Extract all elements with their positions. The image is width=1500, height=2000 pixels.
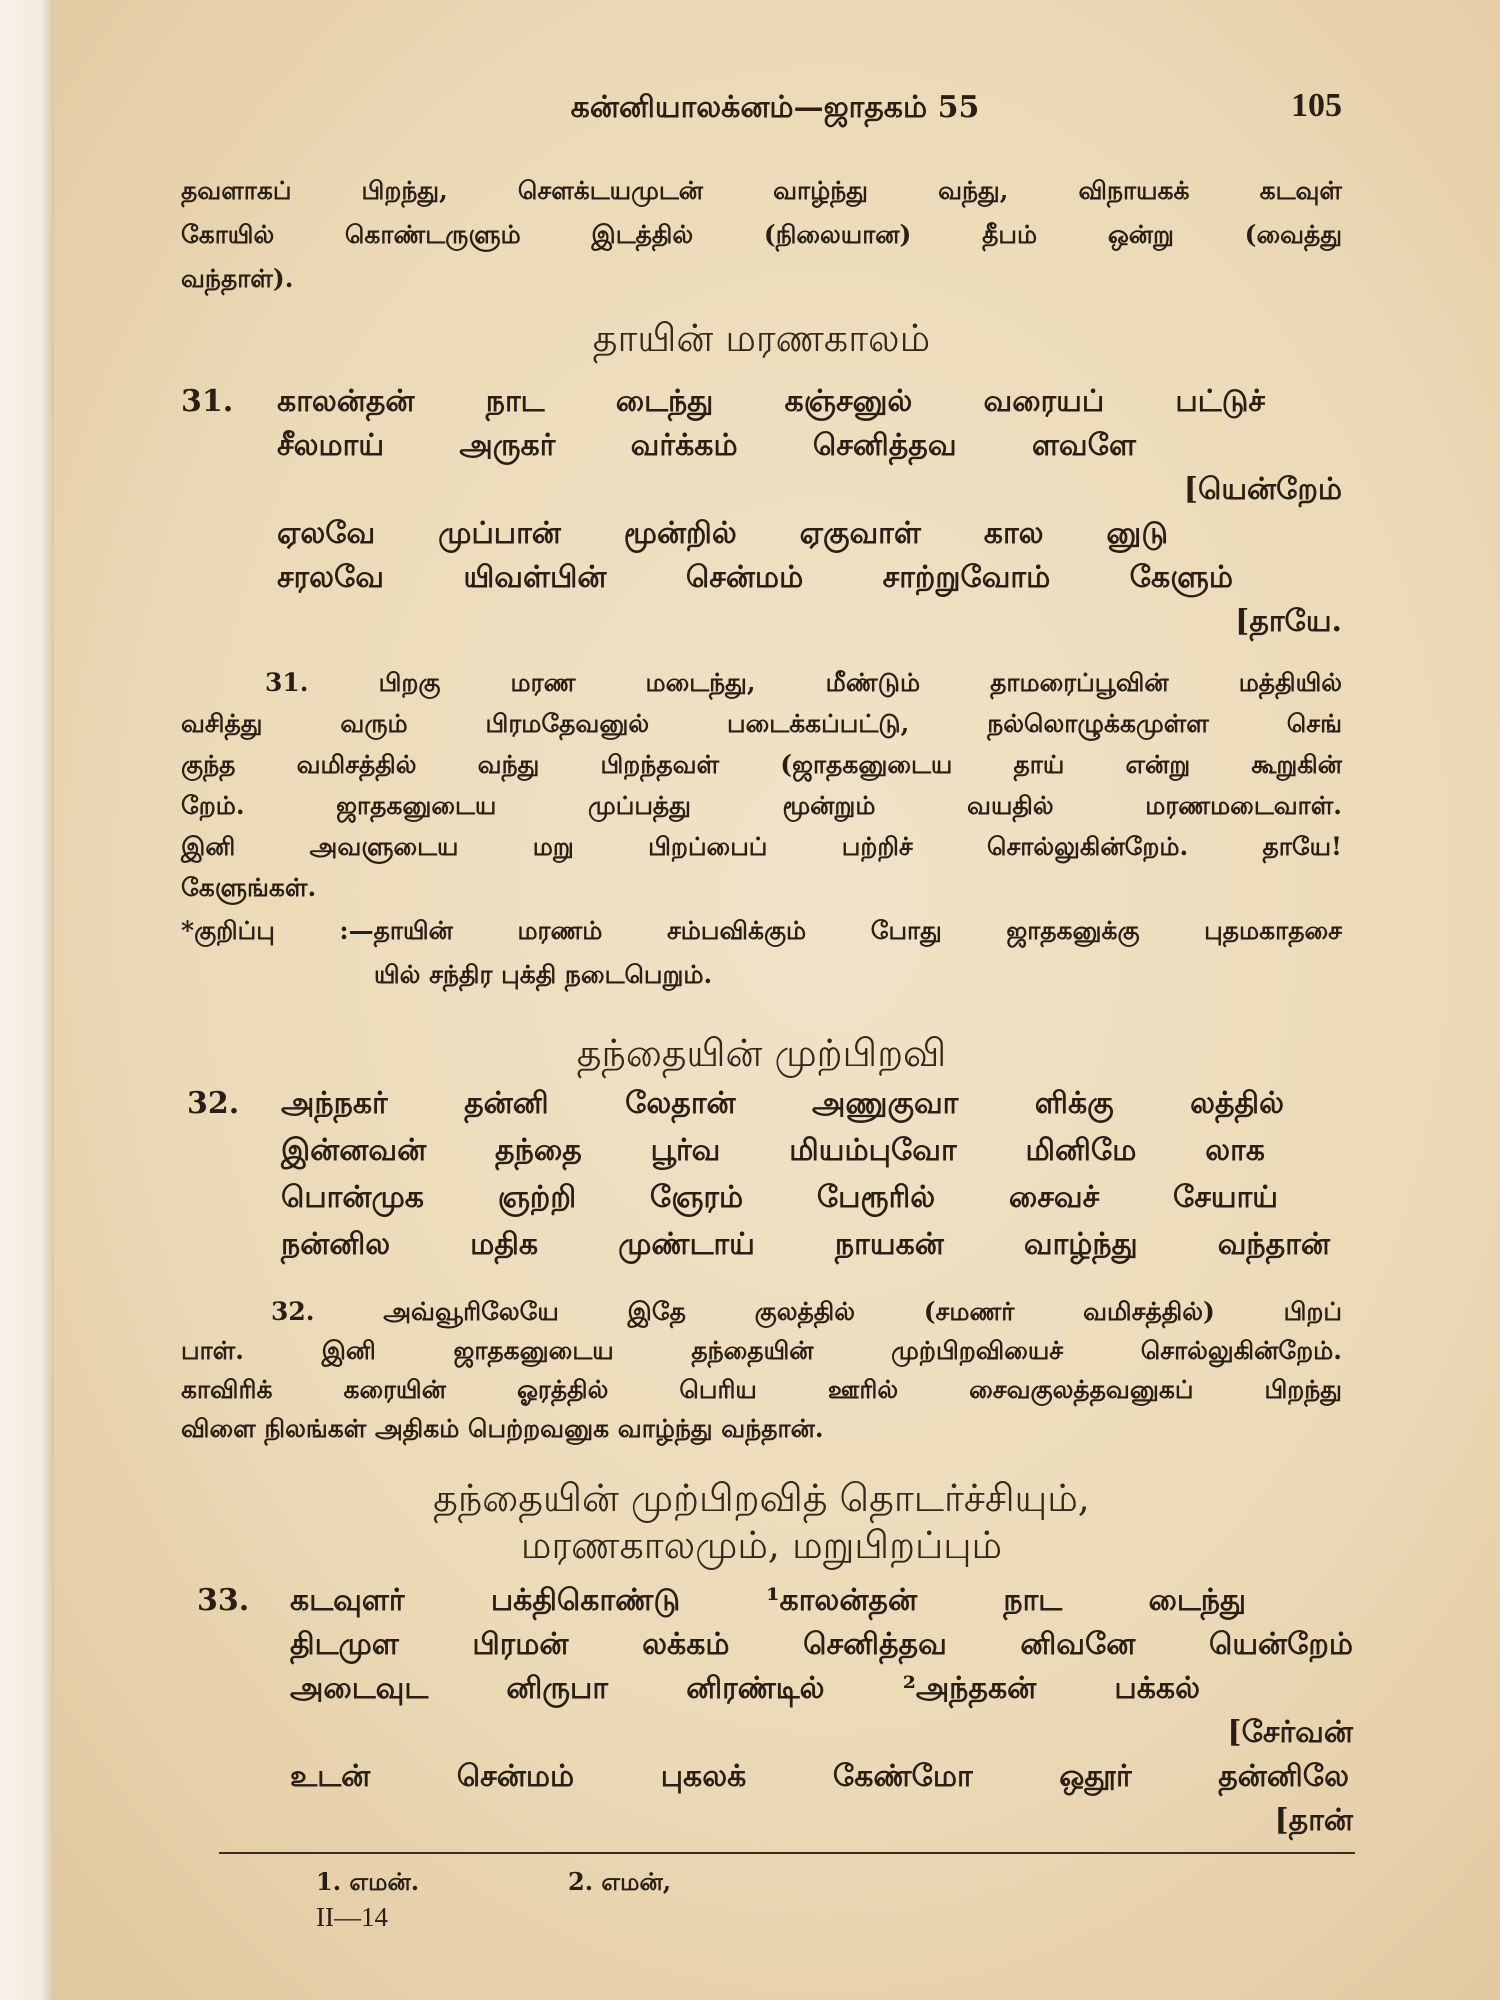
verse-32 xyxy=(281,1080,1342,1268)
section-heading: தாயின் மரணகாலம் xyxy=(592,316,931,360)
section-heading-line: தந்தையின் முற்பிறவித் தொடர்ச்சியும், xyxy=(433,1476,1090,1520)
verse-line: பொன்முக ஞற்றி ஞேரம் பேரூரில் சைவச் சேயாய் xyxy=(281,1180,1278,1215)
verse-line: சரலவே யிவள்பின் சென்மம் சாற்றுவோம் கேளும் xyxy=(277,560,1233,595)
note-line: *குறிப்பு :—தாயின் மரணம் சம்பவிக்கும் போது ஜாதகனுக்கு புதமகாதசை xyxy=(181,916,1342,945)
verse-31 xyxy=(277,380,1342,644)
verse-line: காலன்தன் நாட டைந்து கஞ்சனுல் வரையப் பட்டுச் xyxy=(277,384,1265,419)
commentary-line: வசித்து வரும் பிரமதேவனுல் படைக்கப்பட்டு, நல்லொழுக்கமுள்ள செங் xyxy=(181,709,1342,738)
footnote-item: 2. எமன், xyxy=(568,1867,672,1896)
verse-line: அடைவுட னிருபா னிரண்டில் ²அந்தகன் பக்கல் xyxy=(290,1671,1200,1706)
intro-paragraph xyxy=(181,169,1342,301)
verse-number: 31. xyxy=(181,384,234,419)
note xyxy=(181,909,1342,997)
footnote-item: 1. எமன். xyxy=(316,1867,420,1896)
footnote-rule xyxy=(219,1852,1355,1854)
running-head-title: கன்னியாலக்னம்—ஜாதகம் 55 xyxy=(570,90,980,125)
verse-line: அந்நகர் தன்னி லேதான் அணுகுவா ளிக்கு லத்தில் xyxy=(281,1086,1284,1121)
intro-line: தவளாகப் பிறந்து, சௌக்டயமுடன் வாழ்ந்து வந்து, விநாயகக் கடவுள் xyxy=(181,176,1342,205)
commentary-line: இனி அவளுடைய மறு பிறப்பைப் பற்றிச் சொல்லுகின்றேம். தாயே! xyxy=(181,832,1342,861)
verse-line: ஏலவே முப்பான் மூன்றில் ஏகுவாள் கால னுடு xyxy=(277,516,1168,551)
commentary-32 xyxy=(181,1292,1342,1448)
commentary-line: பாள். இனி ஜாதகனுடைய தந்தையின் முற்பிறவியைச் சொல்லுகின்றேம். xyxy=(181,1336,1342,1365)
verse-line: நன்னில மதிக முண்டாய் நாயகன் வாழ்ந்து வந்தான் xyxy=(281,1227,1330,1262)
verse-line: சீலமாய் அருகர் வர்க்கம் செனித்தவ ளவளே xyxy=(277,428,1136,463)
note-line: யில் சந்திர புக்தி நடைபெறும். xyxy=(374,960,713,989)
signature-mark: II—14 xyxy=(316,1902,388,1932)
section-heading-line: மரணகாலமும், மறுபிறப்பும் xyxy=(520,1523,1003,1567)
commentary-line: விளை நிலங்கள் அதிகம் பெற்றவனுக வாழ்ந்து வந்தான். xyxy=(181,1414,824,1443)
commentary-line: றேம். ஜாதகனுடைய முப்பத்து மூன்றும் வயதில் மரணமடைவாள். xyxy=(181,791,1342,820)
commentary-line: காவிரிக் கரையின் ஓரத்தில் பெரிய ஊரில் சைவகுலத்தவனுகப் பிறந்து xyxy=(181,1375,1342,1404)
intro-line: கோயில் கொண்டருளும் இடத்தில் (நிலையான) தீபம் ஒன்று (வைத்து xyxy=(181,220,1342,249)
commentary-line: குந்த வமிசத்தில் வந்து பிறந்தவள் (ஜாதகனுடைய தாய் என்று கூறுகின் xyxy=(181,750,1342,779)
verse-turnover: [தாயே. xyxy=(1235,604,1342,639)
verse-number: 32. xyxy=(187,1086,240,1121)
verse-number: 33. xyxy=(197,1583,250,1618)
commentary-31 xyxy=(181,662,1342,908)
verse-line: கடவுளர் பக்திகொண்டு ¹காலன்தன் நாட டைந்து xyxy=(290,1583,1246,1618)
verse-line: திடமுள பிரமன் லக்கம் செனித்தவ னிவனே யென்றேம் xyxy=(290,1627,1353,1662)
verse-33 xyxy=(290,1579,1353,1843)
verse-line: உடன் சென்மம் புகலக் கேண்மோ ஒதூர் தன்னிலே xyxy=(290,1759,1349,1794)
section-heading xyxy=(181,1475,1342,1569)
commentary-line: கேளுங்கள். xyxy=(181,873,317,902)
verse-turnover: [யென்றேம் xyxy=(1183,472,1342,507)
verse-turnover: [சேர்வன் xyxy=(1227,1715,1353,1750)
verse-line: இன்னவன் தந்தை பூர்வ மியம்புவோ மினிமே லாக xyxy=(281,1133,1265,1168)
section-heading: தந்தையின் முற்பிறவி xyxy=(576,1031,947,1075)
verse-turnover: [தான் xyxy=(1274,1803,1353,1838)
commentary-line: 32. அவ்வூரிலேயே இதே குலத்தில் (சமணர் வமிசத்தில்) பிறப் xyxy=(271,1297,1342,1326)
page-number: 105 xyxy=(1291,87,1342,124)
intro-line: வந்தாள்). xyxy=(181,264,294,293)
scan-edge xyxy=(0,0,54,2000)
commentary-line: 31. பிறகு மரண மடைந்து, மீண்டும் தாமரைப்பூவின் மத்தியில் xyxy=(265,668,1342,697)
